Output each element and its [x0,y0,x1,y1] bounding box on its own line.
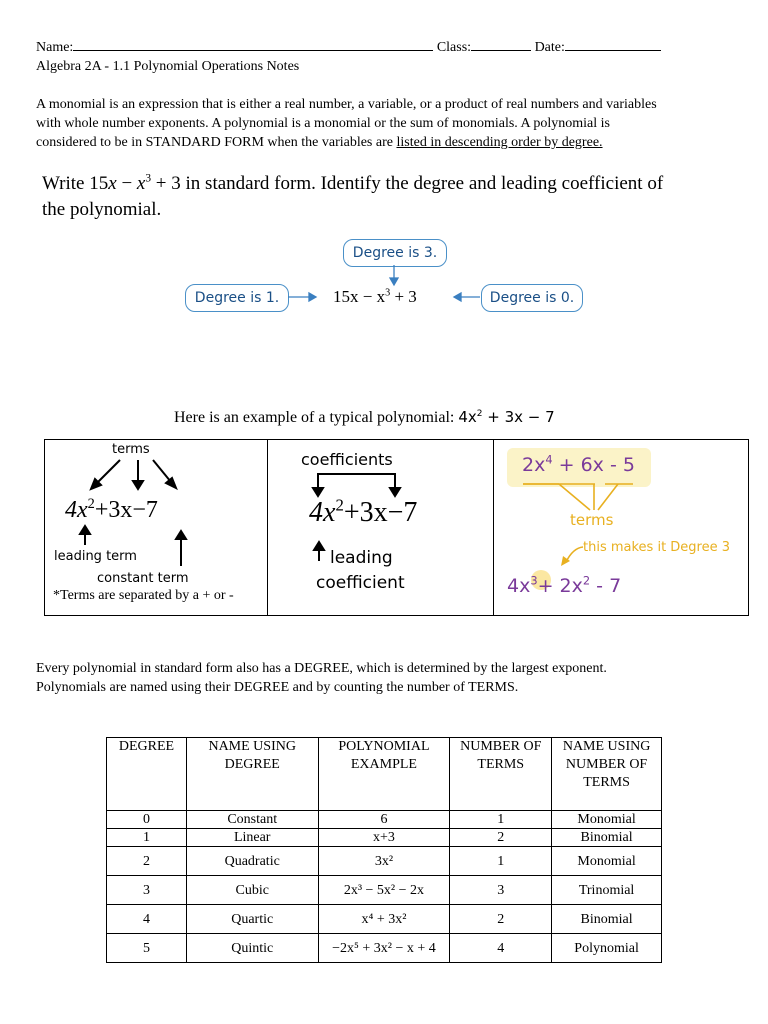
table-row: 0 Constant 6 1 Monomial [107,811,662,829]
table-row: 1 Linear x+3 2 Binomial [107,829,662,847]
table-row: 5 Quintic −2x⁵ + 3x² − x + 4 4 Polynomial [107,934,662,963]
name-label: Name: [36,40,74,55]
panel1-terms-label: terms [112,442,150,457]
panel2-leading: leading [330,548,393,568]
table-row: 3 Cubic 2x³ − 5x² − 2x 3 Trinomial [107,876,662,905]
panel3-top-polynomial: $2x^4 + 6x - 5$ [522,452,635,476]
table-header-row [107,738,662,811]
typical-caption: Here is an example of a typical polynomial: $4x^2 + 3x - 7$ [174,408,555,426]
example-expression: $15x - x^3 + 3$ [333,287,417,306]
panel1-polynomial: $4x^2+3x-7$ [65,496,158,523]
degree-0-callout: Degree is 0. [481,284,583,312]
panel1-constant-term: constant term [97,571,189,586]
doc-title: Algebra 2A - 1.1 Polynomial Operations Notes [36,59,300,74]
panel2-coefficient: coefficient [316,573,405,593]
panel3-degree-note: this makes it Degree 3 [583,540,731,555]
degree-line-1: Every polynomial in standard form also has a DEGREE, which is determined by the largest exponent. [36,661,607,676]
panel3-terms-label: terms [570,511,614,529]
example-prompt-line-2: the polynomial. [42,199,162,220]
col-degree: DEGREE [107,738,187,811]
degree-3-callout: Degree is 3. [343,239,447,267]
col-num-terms: NUMBER OF TERMS [450,738,552,811]
panel2-polynomial: $4x^2+3x-7$ [309,495,418,528]
intro-line-1: A monomial is an expression that is either a real number, a variable, or a product of real numbers and variables [36,97,657,112]
standard-form-definition: listed in descending order by degree. [396,135,603,150]
degree-line-2: Polynomials are named using their DEGREE and by counting the number of TERMS. [36,680,519,695]
degree-table [106,737,662,963]
panel1-note: *Terms are separated by a + or - [53,588,234,603]
table-row: 2 Quadratic 3x² 1 Monomial [107,847,662,876]
degree-explanation [36,659,736,697]
intro-line-2: with whole number exponents. A polynomial is a monomial or the sum of monomials. A polynomial is [36,116,610,131]
col-name-terms: NAME USING NUMBER OF TERMS [552,738,662,811]
panel3-bottom-polynomial: $4x^3+ 2x^2 - 7$ [507,573,622,597]
panel2-coefficients-label: coefficients [301,450,393,469]
intro-line-3: considered to be in STANDARD FORM when the variables are listed in descending order by degree. [36,135,603,150]
degree-1-callout: Degree is 1. [185,284,289,312]
col-example: POLYNOMIAL EXAMPLE [318,738,450,811]
col-name-degree: NAME USING DEGREE [186,738,318,811]
example-prompt: Write $15x - x^3 + 3$ in standard form. Identify the degree and leading coefficient of the polynomial. [42,171,742,223]
table-row: 4 Quartic x⁴ + 3x² 2 Binomial [107,905,662,934]
typical-polynomial: $4x^2 + 3x - 7$ [458,408,555,426]
date-label: Date: [534,40,565,55]
class-label: Class: [436,40,472,55]
example-panels [44,439,749,616]
panel1-leading-term: leading term [54,549,137,564]
